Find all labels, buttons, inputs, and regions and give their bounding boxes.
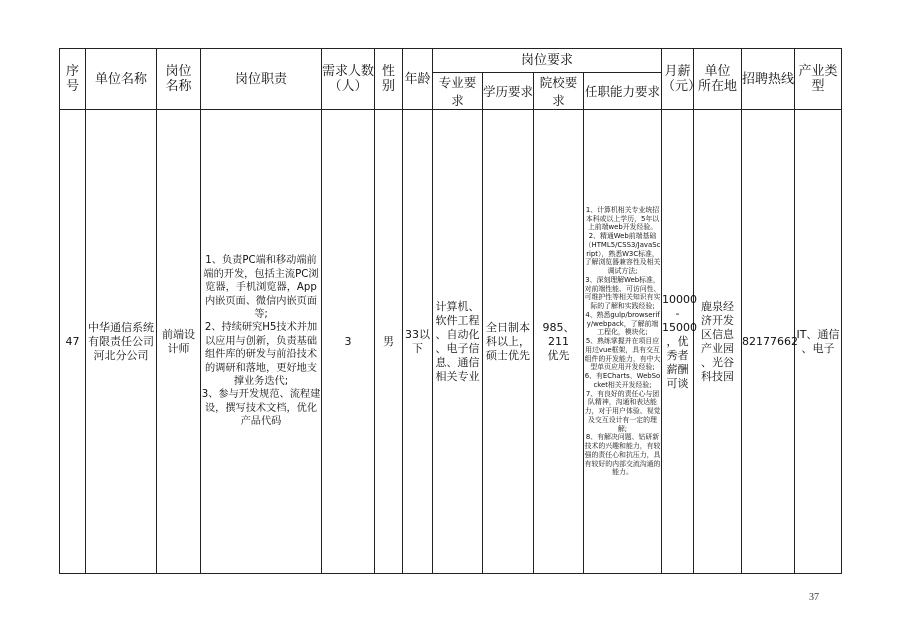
header-location: 单位 所在地 [694,49,742,110]
header-seq: 序号 [60,49,86,110]
skill-item: 4、熟悉gulp/browserify/webpack，了解前端工程化，模块化; [585,310,660,337]
cell-school: 985、211 优先 [534,110,584,574]
cell-salary: 10000 - 15000 ，优 秀者 薪酬 可谈 [662,110,694,574]
header-major: 专业要求 [433,73,483,110]
header-school: 院校要求 [534,73,584,110]
cell-major: 计算机、 软件工程 、自动化 、电子信 息、通信 相关专业 [433,110,483,574]
header-unit-name: 单位名称 [86,49,157,110]
header-position-name: 岗位 名称 [157,49,201,110]
header-education: 学历要求 [483,73,534,110]
cell-duties: 1、负责PC端和移动端前端的开发，包括主流PC浏览器，手机浏览器，App内嵌页面、微信内嵌页面等; 2、持续研究H5技术并加以应用与创新，负责基础组件库的研发与前沿技术的调研和落地，更好地支撑业务迭代; 3、参与开发规范、流程建设，撰写技术文档，优化产品代码 [201,110,322,574]
cell-hotline: 82177662 [742,110,795,574]
cell-headcount: 3 [322,110,375,574]
table-row [60,110,842,574]
cell-position-name: 前端设 计师 [157,110,201,574]
cell-seq: 47 [60,110,86,574]
skill-item: 2、精通Web前端基础（HTML5/CSS3/JavaScript），熟悉W3C标准，了解浏览器兼容性及相关调试方法; [584,232,661,276]
skill-item: 8、有解决问题、钻研新技术的兴趣和能力，有较强的责任心和抗压力，具有较好的内部交流沟通的能力。 [584,433,661,477]
recruitment-table [59,48,842,574]
skill-item: 1、计算机相关专业统招本科或以上学历，5年以上前端web开发经验。 [585,205,660,232]
skill-item: 7、有良好的责任心与团队精神，沟通和表达能力，对于用户体验、视觉及交互设计有一定的理解; [584,389,661,433]
header-age: 年龄 [403,49,433,110]
cell-location: 鹿泉经 济开发 区信息 产业园 、光谷 科技园 [694,110,742,574]
skill-item: 3、深刻理解Web标准，对前端性能、可访问性、可维护性等相关知识有实际的了解和实践经验; [584,275,661,311]
header-industry: 产业类型 [795,49,842,110]
header-headcount: 需求人数 （人） [322,49,375,110]
skill-item: 6、有ECharts、WebSocket相关开发经验; [584,372,661,389]
header-skills: 任职能力要求 [584,73,662,110]
skill-item: 5、熟练掌握并在项目应用过vue框架，具有交互组件的开发能力，有中大型单页应用开发经验; [584,337,661,372]
cell-age: 33以 下 [403,110,433,574]
header-requirements: 岗位要求 [433,49,662,73]
cell-unit-name: 中华通信系统 有限责任公司 河北分公司 [86,110,157,574]
cell-skills [584,110,662,574]
cell-gender: 男 [375,110,403,574]
header-hotline: 招聘热线 [742,49,795,110]
cell-industry: IT、通信 、电子 [795,110,842,574]
cell-education: 全日制本 科以上， 硕士优先 [483,110,534,574]
header-duties: 岗位职责 [201,49,322,110]
header-salary: 月薪 （元） [662,49,694,110]
page-number: 37 [809,592,819,603]
header-gender: 性 别 [375,49,403,110]
